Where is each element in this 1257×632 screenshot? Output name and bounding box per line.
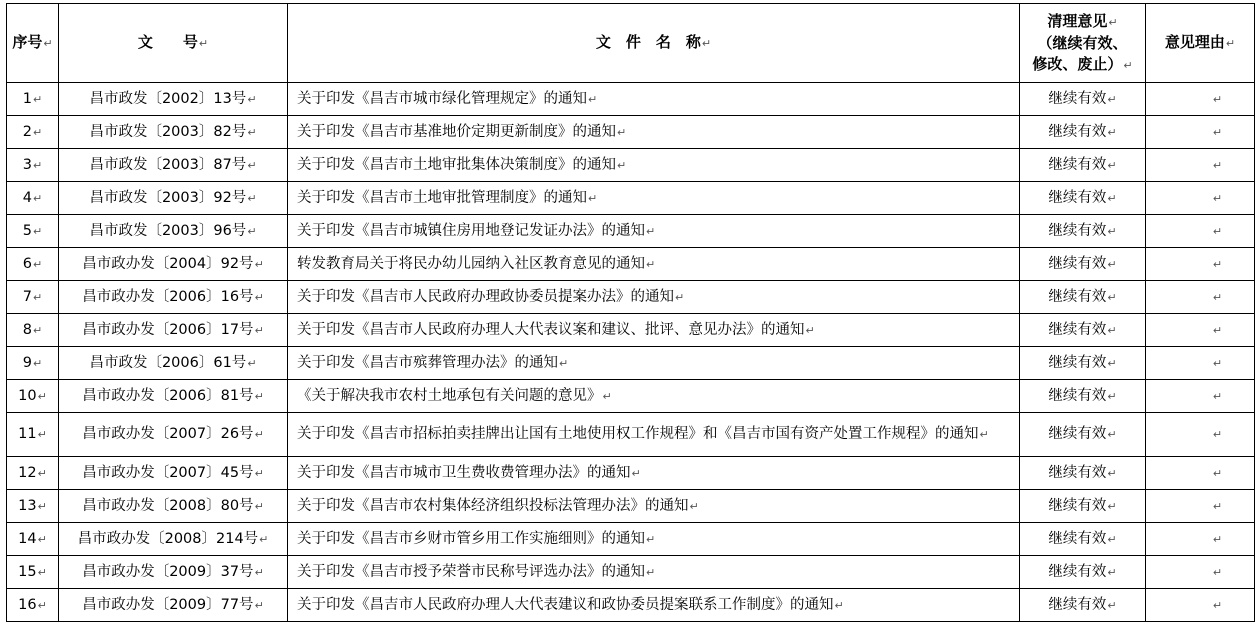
opinion-reason-cell: ↵: [1146, 523, 1255, 556]
cleanup-opinion-cell: 继续有效↵: [1020, 523, 1146, 556]
table-row: [7, 457, 1255, 490]
document-number-cell: 昌市政办发〔2009〕37号↵: [59, 556, 288, 589]
header-serial-number: 序号↵: [7, 4, 59, 83]
serial-number-cell: 14↵: [7, 523, 59, 556]
cleanup-opinion-cell: 继续有效↵: [1020, 182, 1146, 215]
document-table: [6, 3, 1255, 622]
document-number-cell: 昌市政办发〔2006〕17号↵: [59, 314, 288, 347]
table-row: [7, 523, 1255, 556]
serial-number-cell: 13↵: [7, 490, 59, 523]
cleanup-opinion-cell: 继续有效↵: [1020, 83, 1146, 116]
header-document-title: 文 件 名 称↵: [288, 4, 1020, 83]
header-opinion-reason: 意见理由↵: [1146, 4, 1255, 83]
opinion-reason-cell: ↵: [1146, 457, 1255, 490]
cleanup-opinion-cell: 继续有效↵: [1020, 215, 1146, 248]
document-number-cell: 昌市政办发〔2008〕80号↵: [59, 490, 288, 523]
opinion-reason-cell: ↵: [1146, 413, 1255, 457]
table-row: [7, 83, 1255, 116]
table-row: [7, 215, 1255, 248]
document-title-cell: 关于印发《昌吉市殡葬管理办法》的通知↵: [288, 347, 1020, 380]
cleanup-opinion-cell: 继续有效↵: [1020, 413, 1146, 457]
cleanup-opinion-cell: 继续有效↵: [1020, 314, 1146, 347]
cleanup-opinion-cell: 继续有效↵: [1020, 490, 1146, 523]
serial-number-cell: 9↵: [7, 347, 59, 380]
cleanup-opinion-cell: 继续有效↵: [1020, 380, 1146, 413]
opinion-reason-cell: ↵: [1146, 347, 1255, 380]
table-row: [7, 380, 1255, 413]
cleanup-opinion-cell: 继续有效↵: [1020, 556, 1146, 589]
cleanup-opinion-cell: 继续有效↵: [1020, 116, 1146, 149]
document-title-cell: 关于印发《昌吉市城市绿化管理规定》的通知↵: [288, 83, 1020, 116]
cleanup-opinion-cell: 继续有效↵: [1020, 589, 1146, 622]
document-number-cell: 昌市政办发〔2006〕81号↵: [59, 380, 288, 413]
document-number-cell: 昌市政发〔2003〕87号↵: [59, 149, 288, 182]
document-number-cell: 昌市政办发〔2007〕26号↵: [59, 413, 288, 457]
document-title-cell: 转发教育局关于将民办幼儿园纳入社区教育意见的通知↵: [288, 248, 1020, 281]
opinion-reason-cell: ↵: [1146, 149, 1255, 182]
document-title-cell: 《关于解决我市农村土地承包有关问题的意见》↵: [288, 380, 1020, 413]
document-number-cell: 昌市政发〔2003〕82号↵: [59, 116, 288, 149]
document-number-cell: 昌市政办发〔2006〕16号↵: [59, 281, 288, 314]
serial-number-cell: 2↵: [7, 116, 59, 149]
opinion-reason-cell: ↵: [1146, 314, 1255, 347]
document-number-cell: 昌市政办发〔2004〕92号↵: [59, 248, 288, 281]
opinion-reason-cell: ↵: [1146, 83, 1255, 116]
document-title-cell: 关于印发《昌吉市基准地价定期更新制度》的通知↵: [288, 116, 1020, 149]
cleanup-opinion-cell: 继续有效↵: [1020, 347, 1146, 380]
serial-number-cell: 10↵: [7, 380, 59, 413]
document-title-cell: 关于印发《昌吉市人民政府办理人大代表议案和建议、批评、意见办法》的通知↵: [288, 314, 1020, 347]
document-number-cell: 昌市政发〔2003〕96号↵: [59, 215, 288, 248]
opinion-reason-cell: ↵: [1146, 281, 1255, 314]
document-title-cell: 关于印发《昌吉市土地审批集体决策制度》的通知↵: [288, 149, 1020, 182]
document-title-cell: 关于印发《昌吉市农村集体经济组织投标法管理办法》的通知↵: [288, 490, 1020, 523]
opinion-reason-cell: ↵: [1146, 490, 1255, 523]
cleanup-opinion-cell: 继续有效↵: [1020, 281, 1146, 314]
serial-number-cell: 15↵: [7, 556, 59, 589]
document-number-cell: 昌市政发〔2002〕13号↵: [59, 83, 288, 116]
opinion-reason-cell: ↵: [1146, 556, 1255, 589]
table-row: [7, 182, 1255, 215]
table-row: [7, 490, 1255, 523]
cleanup-opinion-cell: 继续有效↵: [1020, 457, 1146, 490]
serial-number-cell: 8↵: [7, 314, 59, 347]
opinion-reason-cell: ↵: [1146, 589, 1255, 622]
serial-number-cell: 12↵: [7, 457, 59, 490]
document-title-cell: 关于印发《昌吉市人民政府办理政协委员提案办法》的通知↵: [288, 281, 1020, 314]
serial-number-cell: 11↵: [7, 413, 59, 457]
document-title-cell: 关于印发《昌吉市人民政府办理人大代表建议和政协委员提案联系工作制度》的通知↵: [288, 589, 1020, 622]
table-row: [7, 413, 1255, 457]
document-title-cell: 关于印发《昌吉市乡财市管乡用工作实施细则》的通知↵: [288, 523, 1020, 556]
table-row: [7, 314, 1255, 347]
table-row: [7, 589, 1255, 622]
document-title-cell: 关于印发《昌吉市城镇住房用地登记发证办法》的通知↵: [288, 215, 1020, 248]
opinion-reason-cell: ↵: [1146, 248, 1255, 281]
document-title-cell: 关于印发《昌吉市土地审批管理制度》的通知↵: [288, 182, 1020, 215]
serial-number-cell: 5↵: [7, 215, 59, 248]
opinion-reason-cell: ↵: [1146, 182, 1255, 215]
cleanup-opinion-cell: 继续有效↵: [1020, 248, 1146, 281]
document-number-cell: 昌市政发〔2006〕61号↵: [59, 347, 288, 380]
document-number-cell: 昌市政办发〔2009〕77号↵: [59, 589, 288, 622]
table-row: [7, 281, 1255, 314]
cleanup-opinion-cell: 继续有效↵: [1020, 149, 1146, 182]
serial-number-cell: 16↵: [7, 589, 59, 622]
table-row: [7, 556, 1255, 589]
document-title-cell: 关于印发《昌吉市城市卫生费收费管理办法》的通知↵: [288, 457, 1020, 490]
serial-number-cell: 7↵: [7, 281, 59, 314]
header-document-number: 文 号↵: [59, 4, 288, 83]
opinion-reason-cell: ↵: [1146, 116, 1255, 149]
table-row: [7, 116, 1255, 149]
serial-number-cell: 4↵: [7, 182, 59, 215]
document-number-cell: 昌市政发〔2003〕92号↵: [59, 182, 288, 215]
table-row: [7, 149, 1255, 182]
document-title-cell: 关于印发《昌吉市招标拍卖挂牌出让国有土地使用权工作规程》和《昌吉市国有资产处置工作规程》的通知↵: [288, 413, 1020, 457]
header-cleanup-opinion: 清理意见↵ （继续有效、 修改、废止）↵: [1020, 4, 1146, 83]
opinion-reason-cell: ↵: [1146, 380, 1255, 413]
serial-number-cell: 1↵: [7, 83, 59, 116]
table-row: [7, 248, 1255, 281]
document-title-cell: 关于印发《昌吉市授予荣誉市民称号评选办法》的通知↵: [288, 556, 1020, 589]
opinion-reason-cell: ↵: [1146, 215, 1255, 248]
document-number-cell: 昌市政办发〔2007〕45号↵: [59, 457, 288, 490]
serial-number-cell: 6↵: [7, 248, 59, 281]
table-row: [7, 347, 1255, 380]
table-header-row: [7, 4, 1255, 83]
serial-number-cell: 3↵: [7, 149, 59, 182]
document-number-cell: 昌市政办发〔2008〕214号↵: [59, 523, 288, 556]
